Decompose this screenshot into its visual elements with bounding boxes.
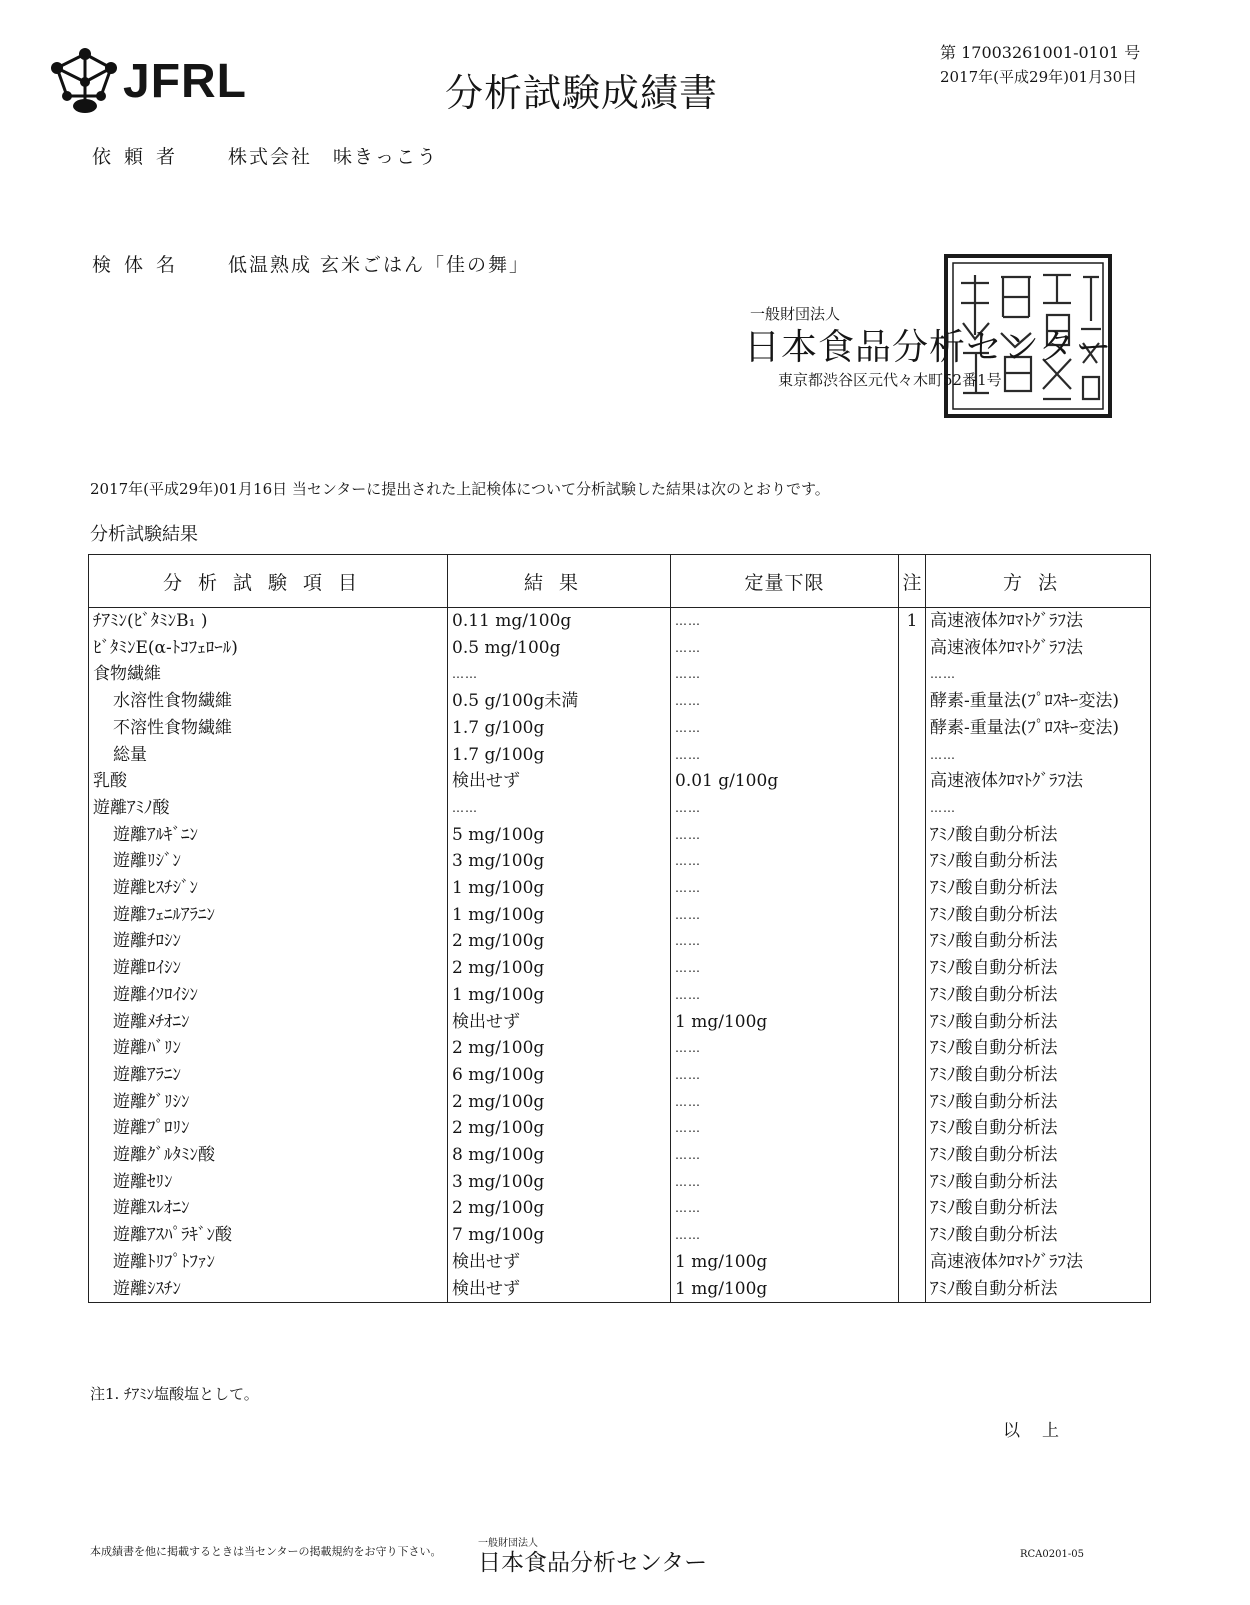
jfrl-logo (45, 46, 260, 116)
table-header-row (89, 555, 1151, 608)
method-cell: ｱﾐﾉ酸自動分析法 (926, 902, 1151, 929)
document-title: 分析試験成績書 (445, 71, 719, 115)
note-cell (899, 768, 926, 795)
table-row (89, 768, 1151, 795)
limit-cell: …… (671, 608, 899, 635)
footer-org-name: 日本食品分析センター (478, 1549, 708, 1575)
method-cell: ｱﾐﾉ酸自動分析法 (926, 1276, 1151, 1303)
item-name-cell: 総量 (89, 742, 448, 769)
note-cell (899, 928, 926, 955)
logo-text: JFRL (123, 55, 247, 108)
method-cell: ｱﾐﾉ酸自動分析法 (926, 1062, 1151, 1089)
table-row (89, 1195, 1151, 1222)
header-method: 方法 (926, 555, 1151, 608)
limit-cell: …… (671, 902, 899, 929)
limit-cell: …… (671, 1035, 899, 1062)
results-table (88, 554, 1151, 1303)
limit-cell: …… (671, 1062, 899, 1089)
item-name-cell: 遊離ｸﾞﾘｼﾝ (89, 1089, 448, 1116)
header-result: 結果 (448, 555, 671, 608)
note-cell (899, 1062, 926, 1089)
method-cell: ｱﾐﾉ酸自動分析法 (926, 1009, 1151, 1036)
method-cell: ｱﾐﾉ酸自動分析法 (926, 1115, 1151, 1142)
table-row (89, 715, 1151, 742)
intro-text: 2017年(平成29年)01月16日 当センターに提出された上記検体について分析試験した結果は次のとおりです。 (90, 480, 830, 498)
note-cell (899, 1195, 926, 1222)
table-row (89, 902, 1151, 929)
document-date: 2017年(平成29年)01月30日 (940, 68, 1138, 86)
result-cell: 検出せず (448, 1009, 671, 1036)
item-name-cell: 遊離ﾌﾟﾛﾘﾝ (89, 1115, 448, 1142)
result-cell: 1 mg/100g (448, 875, 671, 902)
item-name-cell: 遊離ｱﾗﾆﾝ (89, 1062, 448, 1089)
limit-cell: …… (671, 875, 899, 902)
note-cell (899, 661, 926, 688)
method-cell: ｱﾐﾉ酸自動分析法 (926, 875, 1151, 902)
note-cell (899, 1249, 926, 1276)
section-title: 分析試験結果 (90, 524, 198, 545)
item-name-cell: 遊離ｾﾘﾝ (89, 1169, 448, 1196)
result-cell: 8 mg/100g (448, 1142, 671, 1169)
item-name-cell: 遊離ｱﾙｷﾞﾆﾝ (89, 822, 448, 849)
issuer-block (740, 296, 1140, 426)
method-cell: ｱﾐﾉ酸自動分析法 (926, 1169, 1151, 1196)
method-cell: ｱﾐﾉ酸自動分析法 (926, 1222, 1151, 1249)
note-cell (899, 688, 926, 715)
item-name-cell: 遊離ｱｽﾊﾟﾗｷﾞﾝ酸 (89, 1222, 448, 1249)
table-row (89, 795, 1151, 822)
table-row (89, 1249, 1151, 1276)
item-name-cell: 遊離ﾊﾞﾘﾝ (89, 1035, 448, 1062)
limit-cell: …… (671, 848, 899, 875)
table-row (89, 608, 1151, 635)
result-cell: 検出せず (448, 1249, 671, 1276)
item-name-cell: ﾁｱﾐﾝ(ﾋﾞﾀﾐﾝB₁ ) (89, 608, 448, 635)
item-name-cell: 水溶性食物繊維 (89, 688, 448, 715)
table-row (89, 1142, 1151, 1169)
method-cell: ｱﾐﾉ酸自動分析法 (926, 928, 1151, 955)
method-cell: …… (926, 795, 1151, 822)
method-cell: ｱﾐﾉ酸自動分析法 (926, 1035, 1151, 1062)
method-cell: ｱﾐﾉ酸自動分析法 (926, 982, 1151, 1009)
item-name-cell: 遊離ｸﾞﾙﾀﾐﾝ酸 (89, 1142, 448, 1169)
method-cell: ｱﾐﾉ酸自動分析法 (926, 1142, 1151, 1169)
limit-cell: …… (671, 635, 899, 662)
method-cell: 高速液体ｸﾛﾏﾄｸﾞﾗﾌ法 (926, 768, 1151, 795)
table-row (89, 1009, 1151, 1036)
note-cell (899, 1035, 926, 1062)
document-number: 第 17003261001-0101 号 (940, 43, 1141, 62)
item-name-cell: 乳酸 (89, 768, 448, 795)
method-cell: 高速液体ｸﾛﾏﾄｸﾞﾗﾌ法 (926, 635, 1151, 662)
limit-cell: …… (671, 955, 899, 982)
table-row (89, 955, 1151, 982)
header-limit: 定量下限 (671, 555, 899, 608)
header-item: 分析試験項目 (89, 555, 448, 608)
note-cell (899, 1115, 926, 1142)
client-label: 依頼者 (92, 146, 189, 168)
result-cell: 7 mg/100g (448, 1222, 671, 1249)
limit-cell: …… (671, 928, 899, 955)
footnote: 注1. ﾁｱﾐﾝ塩酸塩として。 (90, 1385, 259, 1403)
limit-cell: …… (671, 1169, 899, 1196)
note-cell (899, 848, 926, 875)
note-cell (899, 635, 926, 662)
result-cell: …… (448, 795, 671, 822)
table-row (89, 982, 1151, 1009)
limit-cell: …… (671, 1222, 899, 1249)
note-cell (899, 955, 926, 982)
table-row (89, 875, 1151, 902)
closing-mark: 以上 (1003, 1421, 1081, 1441)
method-cell: …… (926, 742, 1151, 769)
result-cell: 検出せず (448, 1276, 671, 1303)
result-cell: 2 mg/100g (448, 1089, 671, 1116)
result-cell: 1.7 g/100g (448, 742, 671, 769)
result-cell: 1.7 g/100g (448, 715, 671, 742)
limit-cell: …… (671, 1195, 899, 1222)
limit-cell: 1 mg/100g (671, 1009, 899, 1036)
table-row (89, 688, 1151, 715)
method-cell: ｱﾐﾉ酸自動分析法 (926, 822, 1151, 849)
method-cell: ｱﾐﾉ酸自動分析法 (926, 1089, 1151, 1116)
table-row (89, 1169, 1151, 1196)
item-name-cell: 食物繊維 (89, 661, 448, 688)
note-cell (899, 1169, 926, 1196)
note-cell (899, 902, 926, 929)
item-name-cell: 遊離ｽﾚｵﾆﾝ (89, 1195, 448, 1222)
result-cell: 検出せず (448, 768, 671, 795)
table-row (89, 661, 1151, 688)
note-cell (899, 1222, 926, 1249)
note-cell (899, 1089, 926, 1116)
limit-cell: …… (671, 1115, 899, 1142)
limit-cell: …… (671, 1142, 899, 1169)
result-cell: 0.5 mg/100g (448, 635, 671, 662)
footer-org-type: 一般財団法人 (478, 1538, 538, 1549)
footer-note: 本成績書を他に掲載するときは当センターの掲載規約をお守り下さい。 (90, 1545, 442, 1558)
table-row (89, 848, 1151, 875)
table-row (89, 1222, 1151, 1249)
note-cell (899, 795, 926, 822)
result-cell: 2 mg/100g (448, 1115, 671, 1142)
note-cell (899, 822, 926, 849)
result-cell: 3 mg/100g (448, 1169, 671, 1196)
method-cell: ｱﾐﾉ酸自動分析法 (926, 955, 1151, 982)
item-name-cell: 遊離ﾛｲｼﾝ (89, 955, 448, 982)
result-cell: 2 mg/100g (448, 955, 671, 982)
note-cell (899, 875, 926, 902)
limit-cell: 1 mg/100g (671, 1276, 899, 1303)
header-note: 注 (899, 555, 926, 608)
issuer-address: 東京都渋谷区元代々木町52番1号 (778, 371, 1002, 389)
item-name-cell: 不溶性食物繊維 (89, 715, 448, 742)
method-cell: 高速液体ｸﾛﾏﾄｸﾞﾗﾌ法 (926, 1249, 1151, 1276)
item-name-cell: 遊離ﾄﾘﾌﾟﾄﾌｧﾝ (89, 1249, 448, 1276)
issuer-type: 一般財団法人 (750, 306, 841, 323)
item-name-cell: 遊離ﾋｽﾁｼﾞﾝ (89, 875, 448, 902)
item-name-cell: 遊離ﾘｼﾞﾝ (89, 848, 448, 875)
result-cell: 0.11 mg/100g (448, 608, 671, 635)
item-name-cell: 遊離ｲｿﾛｲｼﾝ (89, 982, 448, 1009)
method-cell: 酵素-重量法(ﾌﾟﾛｽｷｰ変法) (926, 688, 1151, 715)
item-name-cell: 遊離ﾌｪﾆﾙｱﾗﾆﾝ (89, 902, 448, 929)
result-cell: 1 mg/100g (448, 982, 671, 1009)
result-cell: 2 mg/100g (448, 1195, 671, 1222)
table-row (89, 1089, 1151, 1116)
table-row (89, 822, 1151, 849)
limit-cell: 0.01 g/100g (671, 768, 899, 795)
sample-value: 低温熟成 玄米ごはん「佳の舞」 (228, 254, 531, 276)
item-name-cell: ﾋﾞﾀﾐﾝE(α-ﾄｺﾌｪﾛｰﾙ) (89, 635, 448, 662)
table-row (89, 1062, 1151, 1089)
issuer-name: 日本食品分析センター (744, 326, 1113, 367)
result-cell: 0.5 g/100g未満 (448, 688, 671, 715)
result-cell: 2 mg/100g (448, 1035, 671, 1062)
limit-cell: …… (671, 715, 899, 742)
result-cell: 2 mg/100g (448, 928, 671, 955)
note-cell (899, 1276, 926, 1303)
footer-form-code: RCA0201-05 (1020, 1549, 1084, 1560)
limit-cell: …… (671, 822, 899, 849)
note-cell (899, 1009, 926, 1036)
result-cell: 6 mg/100g (448, 1062, 671, 1089)
limit-cell: …… (671, 795, 899, 822)
sample-label: 検体名 (92, 254, 189, 276)
note-cell: 1 (899, 608, 926, 635)
item-name-cell: 遊離ﾁﾛｼﾝ (89, 928, 448, 955)
table-row (89, 1276, 1151, 1303)
limit-cell: …… (671, 661, 899, 688)
result-cell: 5 mg/100g (448, 822, 671, 849)
note-cell (899, 742, 926, 769)
method-cell: …… (926, 661, 1151, 688)
method-cell: 酵素-重量法(ﾌﾟﾛｽｷｰ変法) (926, 715, 1151, 742)
limit-cell: …… (671, 982, 899, 1009)
method-cell: ｱﾐﾉ酸自動分析法 (926, 1195, 1151, 1222)
note-cell (899, 715, 926, 742)
item-name-cell: 遊離ﾒﾁｵﾆﾝ (89, 1009, 448, 1036)
method-cell: 高速液体ｸﾛﾏﾄｸﾞﾗﾌ法 (926, 608, 1151, 635)
molecule-logo-icon (45, 46, 125, 116)
table-row (89, 1035, 1151, 1062)
table-row (89, 928, 1151, 955)
result-cell: 3 mg/100g (448, 848, 671, 875)
item-name-cell: 遊離ｱﾐﾉ酸 (89, 795, 448, 822)
table-row (89, 635, 1151, 662)
limit-cell: …… (671, 1089, 899, 1116)
item-name-cell: 遊離ｼｽﾁﾝ (89, 1276, 448, 1303)
limit-cell: 1 mg/100g (671, 1249, 899, 1276)
note-cell (899, 982, 926, 1009)
result-cell: …… (448, 661, 671, 688)
limit-cell: …… (671, 742, 899, 769)
table-row (89, 1115, 1151, 1142)
method-cell: ｱﾐﾉ酸自動分析法 (926, 848, 1151, 875)
result-cell: 1 mg/100g (448, 902, 671, 929)
client-value: 株式会社 味きっこう (228, 146, 439, 168)
table-row (89, 742, 1151, 769)
limit-cell: …… (671, 688, 899, 715)
note-cell (899, 1142, 926, 1169)
